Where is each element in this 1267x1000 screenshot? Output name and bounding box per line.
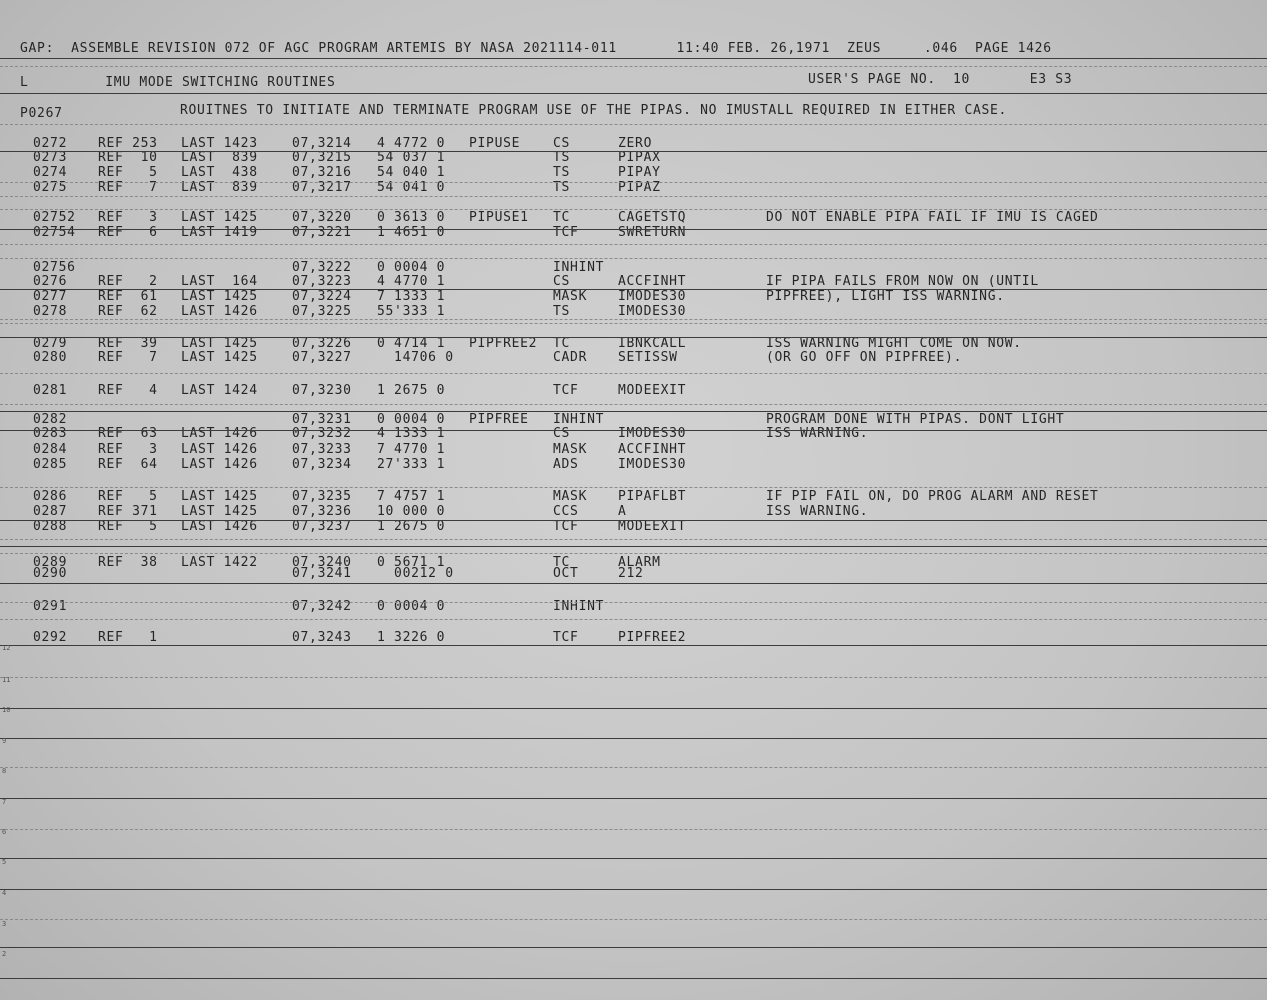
row-op: TS <box>553 304 571 319</box>
row-last: LAST 1425 <box>181 504 258 519</box>
row-op: TC <box>553 336 571 351</box>
row-code: 4 1333 1 <box>377 426 446 441</box>
row-n: 0283 <box>33 426 68 441</box>
row-operand: A <box>618 504 627 519</box>
row-addr: 07,3237 <box>292 519 352 534</box>
row-ref: REF 38 <box>98 555 158 570</box>
margin-tick-number: 9 <box>2 737 7 745</box>
margin-tick-number: 12 <box>2 644 11 652</box>
row-last: LAST 1426 <box>181 442 258 457</box>
row-label: PIPFREE <box>469 412 529 427</box>
row-n: 0279 <box>33 336 68 351</box>
row-n: 02754 <box>33 225 76 240</box>
comment-dash <box>0 124 1267 125</box>
form-dash-rule <box>0 373 1267 374</box>
form-rule <box>0 289 1267 290</box>
row-op: TC <box>553 210 571 225</box>
row-addr: 07,3220 <box>292 210 352 225</box>
row-n: 0285 <box>33 457 68 472</box>
margin-tick-number: 6 <box>2 828 7 836</box>
margin-tick-number: 3 <box>2 920 7 928</box>
row-code: 1 2675 0 <box>377 519 446 534</box>
row-operand: ZERO <box>618 136 653 151</box>
form-dash-rule <box>0 677 1267 678</box>
row-addr: 07,3242 <box>292 599 352 614</box>
row-addr: 07,3214 <box>292 136 352 151</box>
row-op: TCF <box>553 630 579 645</box>
row-code: 0 3613 0 <box>377 210 446 225</box>
row-n: 0273 <box>33 150 68 165</box>
margin-tick-number: 7 <box>2 798 7 806</box>
row-last: LAST 1424 <box>181 383 258 398</box>
row-code: 27'333 1 <box>377 457 446 472</box>
row-n: 02756 <box>33 260 76 275</box>
row-op: CS <box>553 426 571 441</box>
form-dash-rule <box>0 196 1267 197</box>
row-addr: 07,3227 <box>292 350 352 365</box>
row-op: INHINT <box>553 599 605 614</box>
row-comment: ISS WARNING. <box>766 504 869 519</box>
row-ref: REF 10 <box>98 150 158 165</box>
row-operand: ACCFINHT <box>618 442 687 457</box>
row-op: INHINT <box>553 260 605 275</box>
row-addr: 07,3243 <box>292 630 352 645</box>
row-label: PIPUSE1 <box>469 210 529 225</box>
form-rule <box>0 738 1267 739</box>
row-code: 14706 0 <box>377 350 454 365</box>
row-n: 0287 <box>33 504 68 519</box>
row-operand: PIPAFLBT <box>618 489 687 504</box>
row-op: OCT <box>553 566 579 581</box>
row-n: 0286 <box>33 489 68 504</box>
row-comment: DO NOT ENABLE PIPA FAIL IF IMU IS CAGED <box>766 210 1099 225</box>
row-last: LAST 1425 <box>181 336 258 351</box>
row-op: MASK <box>553 442 588 457</box>
row-code: 54 040 1 <box>377 165 446 180</box>
margin-tick-number: 4 <box>2 889 7 897</box>
form-rule <box>0 858 1267 859</box>
row-operand: MODEEXIT <box>618 519 687 534</box>
row-n: 0281 <box>33 383 68 398</box>
row-ref: REF 6 <box>98 225 158 240</box>
row-ref: REF 4 <box>98 383 158 398</box>
row-code: 1 3226 0 <box>377 630 446 645</box>
row-addr: 07,3221 <box>292 225 352 240</box>
row-addr: 07,3223 <box>292 274 352 289</box>
row-last: LAST 839 <box>181 180 258 195</box>
row-code: 54 041 0 <box>377 180 446 195</box>
row-ref: REF 7 <box>98 350 158 365</box>
row-last: LAST 1426 <box>181 304 258 319</box>
form-dash-rule <box>0 404 1267 405</box>
form-dash-rule <box>0 829 1267 830</box>
row-n: 0291 <box>33 599 68 614</box>
row-last: LAST 1426 <box>181 519 258 534</box>
row-code: 4 4772 0 <box>377 136 446 151</box>
row-last: LAST 1423 <box>181 136 258 151</box>
row-n: 0278 <box>33 304 68 319</box>
row-last: LAST 164 <box>181 274 258 289</box>
row-op: MASK <box>553 289 588 304</box>
page-subtitle: L IMU MODE SWITCHING ROUTINES <box>20 75 336 90</box>
row-ref: REF 7 <box>98 180 158 195</box>
row-addr: 07,3225 <box>292 304 352 319</box>
row-last: LAST 1426 <box>181 457 258 472</box>
row-operand: IMODES30 <box>618 304 687 319</box>
row-n: 0289 <box>33 555 68 570</box>
row-ref: REF 5 <box>98 165 158 180</box>
row-code: 4 4770 1 <box>377 274 446 289</box>
row-comment: PIPFREE), LIGHT ISS WARNING. <box>766 289 1005 304</box>
row-op: MASK <box>553 489 588 504</box>
header-rule <box>0 58 1267 59</box>
row-ref: REF 5 <box>98 489 158 504</box>
row-operand: PIPFREE2 <box>618 630 687 645</box>
row-code: 0 0004 0 <box>377 599 446 614</box>
row-operand: CAGETSTQ <box>618 210 687 225</box>
row-n: 0275 <box>33 180 68 195</box>
row-n: 0274 <box>33 165 68 180</box>
row-addr: 07,3231 <box>292 412 352 427</box>
row-ref: REF 3 <box>98 210 158 225</box>
row-code: 54 037 1 <box>377 150 446 165</box>
form-dash-rule <box>0 553 1267 554</box>
margin-tick-number: 10 <box>2 706 11 714</box>
form-rule <box>0 978 1267 979</box>
form-dash-rule <box>0 209 1267 210</box>
row-code: 1 2675 0 <box>377 383 446 398</box>
row-last: LAST 1422 <box>181 555 258 570</box>
row-ref: REF 64 <box>98 457 158 472</box>
row-n: 0272 <box>33 136 68 151</box>
row-last: LAST 1426 <box>181 426 258 441</box>
row-comment: ISS WARNING MIGHT COME ON NOW. <box>766 336 1022 351</box>
row-label: PIPFREE2 <box>469 336 538 351</box>
row-code: 7 4757 1 <box>377 489 446 504</box>
row-op: CS <box>553 274 571 289</box>
row-ref: REF 61 <box>98 289 158 304</box>
row-addr: 07,3230 <box>292 383 352 398</box>
form-rule <box>0 645 1267 646</box>
row-comment: (OR GO OFF ON PIPFREE). <box>766 350 963 365</box>
form-rule <box>0 411 1267 412</box>
row-addr: 07,3240 <box>292 555 352 570</box>
form-dash-rule <box>0 539 1267 540</box>
row-last: LAST 839 <box>181 150 258 165</box>
comment-line-number: P0267 <box>20 106 63 121</box>
row-op: ADS <box>553 457 579 472</box>
row-op: CS <box>553 136 571 151</box>
row-operand: SWRETURN <box>618 225 687 240</box>
row-code: 0 5671 1 <box>377 555 446 570</box>
row-ref: REF 253 <box>98 136 158 151</box>
row-addr: 07,3232 <box>292 426 352 441</box>
row-code: 1 4651 0 <box>377 225 446 240</box>
row-last: LAST 1425 <box>181 210 258 225</box>
form-rule <box>0 708 1267 709</box>
row-n: 0282 <box>33 412 68 427</box>
margin-tick-number: 2 <box>2 950 7 958</box>
row-op: TC <box>553 555 571 570</box>
row-code: 55'333 1 <box>377 304 446 319</box>
row-comment: PROGRAM DONE WITH PIPAS. DONT LIGHT <box>766 412 1065 427</box>
row-addr: 07,3217 <box>292 180 352 195</box>
row-op: INHINT <box>553 412 605 427</box>
row-n: 0288 <box>33 519 68 534</box>
form-rule <box>0 947 1267 948</box>
form-rule <box>0 151 1267 152</box>
row-last: LAST 1425 <box>181 289 258 304</box>
form-rule <box>0 430 1267 431</box>
users-page-number: USER'S PAGE NO. 10 E3 S3 <box>808 72 1073 87</box>
row-n: 0280 <box>33 350 68 365</box>
form-rule <box>0 520 1267 521</box>
form-dash-rule <box>0 767 1267 768</box>
row-comment: IF PIPA FAILS FROM NOW ON (UNTIL <box>766 274 1039 289</box>
row-operand: ALARM <box>618 555 661 570</box>
form-rule <box>0 798 1267 799</box>
margin-tick-number: 5 <box>2 858 7 866</box>
row-code: 7 4770 1 <box>377 442 446 457</box>
row-addr: 07,3222 <box>292 260 352 275</box>
row-code: 0 0004 0 <box>377 412 446 427</box>
row-operand: PIPAY <box>618 165 661 180</box>
row-operand: IBNKCALL <box>618 336 687 351</box>
row-op: TCF <box>553 519 579 534</box>
header-dash <box>0 66 1267 67</box>
row-ref: REF 3 <box>98 442 158 457</box>
row-comment: IF PIP FAIL ON, DO PROG ALARM AND RESET <box>766 489 1099 504</box>
row-op: TCF <box>553 383 579 398</box>
row-operand: SETISSW <box>618 350 678 365</box>
row-ref: REF 2 <box>98 274 158 289</box>
row-addr: 07,3235 <box>292 489 352 504</box>
row-operand: MODEEXIT <box>618 383 687 398</box>
row-code: 0 4714 1 <box>377 336 446 351</box>
form-rule <box>0 546 1267 547</box>
form-dash-rule <box>0 323 1267 324</box>
row-addr: 07,3216 <box>292 165 352 180</box>
form-rule <box>0 229 1267 230</box>
row-ref: REF 63 <box>98 426 158 441</box>
row-n: 0276 <box>33 274 68 289</box>
row-op: CCS <box>553 504 579 519</box>
row-addr: 07,3236 <box>292 504 352 519</box>
row-code: 0 0004 0 <box>377 260 446 275</box>
row-ref: REF 5 <box>98 519 158 534</box>
row-last: LAST 1425 <box>181 489 258 504</box>
row-operand: 212 <box>618 566 644 581</box>
row-ref: REF 1 <box>98 630 158 645</box>
subtitle-rule <box>0 93 1267 94</box>
row-addr: 07,3226 <box>292 336 352 351</box>
row-operand: ACCFINHT <box>618 274 687 289</box>
row-code: 00212 0 <box>377 566 454 581</box>
form-dash-rule <box>0 619 1267 620</box>
row-operand: PIPAZ <box>618 180 661 195</box>
comment-text: ROUITNES TO INITIATE AND TERMINATE PROGRAM USE OF THE PIPAS. NO IMUSTALL REQUIRED IN EITHER CASE. <box>180 103 1008 118</box>
row-op: TS <box>553 150 571 165</box>
row-addr: 07,3233 <box>292 442 352 457</box>
header-line: GAP: ASSEMBLE REVISION 072 OF AGC PROGRAM ARTEMIS BY NASA 2021114-011 11:40 FEB. 26,1971 ZEUS .046 PAGE 1426 <box>20 41 1052 56</box>
row-operand: IMODES30 <box>618 289 687 304</box>
form-dash-rule <box>0 258 1267 259</box>
form-dash-rule <box>0 487 1267 488</box>
margin-tick-number: 8 <box>2 767 7 775</box>
row-addr: 07,3215 <box>292 150 352 165</box>
row-comment: ISS WARNING. <box>766 426 869 441</box>
row-label: PIPUSE <box>469 136 521 151</box>
row-op: TS <box>553 165 571 180</box>
row-operand: IMODES30 <box>618 457 687 472</box>
form-dash-rule <box>0 602 1267 603</box>
row-last: LAST 438 <box>181 165 258 180</box>
row-code: 7 1333 1 <box>377 289 446 304</box>
row-op: CADR <box>553 350 588 365</box>
row-code: 10 000 0 <box>377 504 446 519</box>
row-n: 0284 <box>33 442 68 457</box>
row-n: 0277 <box>33 289 68 304</box>
form-dash-rule <box>0 319 1267 320</box>
row-n: 0290 <box>33 566 68 581</box>
form-rule <box>0 337 1267 338</box>
row-op: TS <box>553 180 571 195</box>
form-rule <box>0 889 1267 890</box>
form-rule <box>0 583 1267 584</box>
form-dash-rule <box>0 244 1267 245</box>
row-n: 0292 <box>33 630 68 645</box>
row-ref: REF 62 <box>98 304 158 319</box>
row-ref: REF 371 <box>98 504 158 519</box>
form-dash-rule <box>0 919 1267 920</box>
row-operand: IMODES30 <box>618 426 687 441</box>
row-addr: 07,3224 <box>292 289 352 304</box>
row-last: LAST 1419 <box>181 225 258 240</box>
margin-tick-number: 11 <box>2 676 11 684</box>
row-addr: 07,3234 <box>292 457 352 472</box>
row-op: TCF <box>553 225 579 240</box>
row-last: LAST 1425 <box>181 350 258 365</box>
row-operand: PIPAX <box>618 150 661 165</box>
row-addr: 07,3241 <box>292 566 352 581</box>
row-ref: REF 39 <box>98 336 158 351</box>
form-dash-rule <box>0 182 1267 183</box>
row-n: 02752 <box>33 210 76 225</box>
